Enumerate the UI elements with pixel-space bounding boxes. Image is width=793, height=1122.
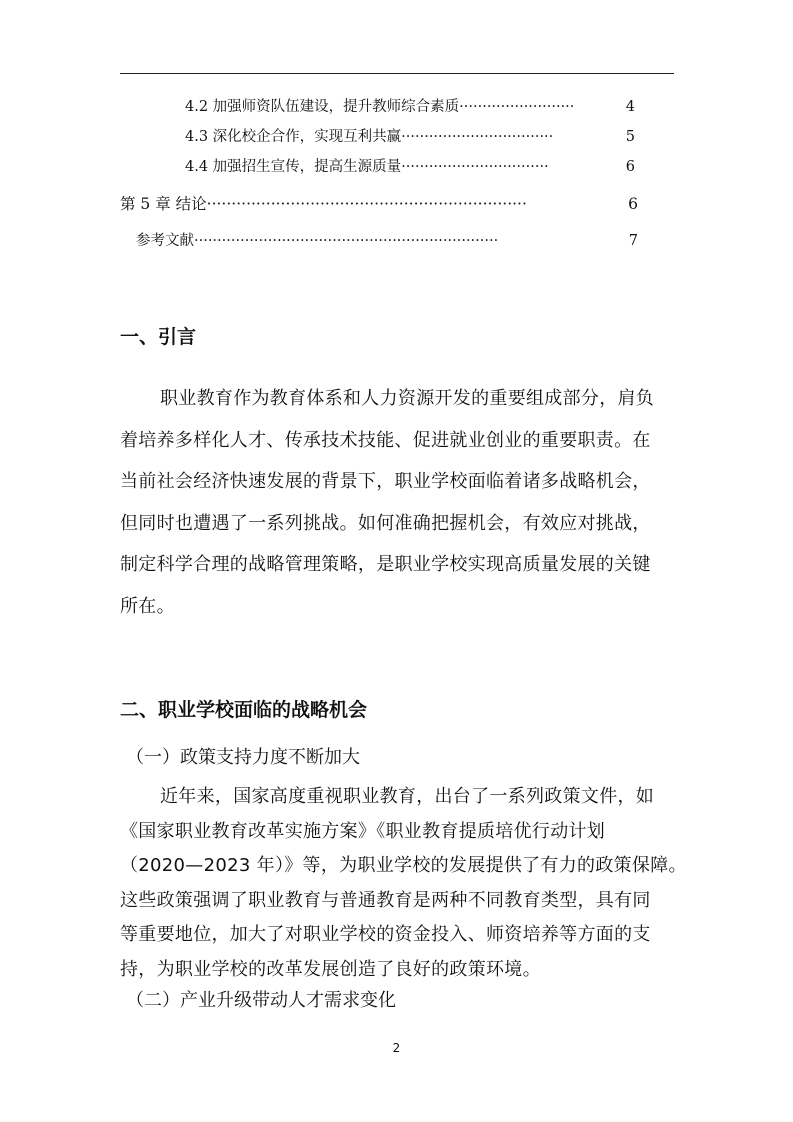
toc-entry-4-2[interactable]: [185, 95, 635, 116]
toc-leader-dots: ································: [401, 159, 549, 175]
paragraph-line: 近年来，国家高度重视职业教育，出台了一系列政策文件，如: [160, 786, 655, 807]
toc-entry-title: 参考文献: [136, 233, 194, 249]
paragraph-line: 等重要地位，加大了对职业学校的资金投入、师资培养等方面的支: [120, 924, 651, 945]
paragraph-line: 制定科学合理的战略管理策略，是职业学校实现高质量发展的关键: [120, 554, 651, 575]
toc-entry-page: 5: [625, 129, 635, 145]
header-rule: [120, 73, 674, 74]
paragraph-line: 持，为职业学校的改革发展创造了良好的政策环境。: [120, 958, 541, 980]
toc-entry-page: 4: [625, 99, 635, 115]
subsection-heading-policy: （一）政策支持力度不断加大: [126, 747, 360, 768]
toc-entry-title: 4.4 加强招生宣传，提高生源质量: [185, 159, 402, 175]
toc-entry-page: 6: [625, 159, 635, 175]
toc-entry-references[interactable]: [136, 229, 638, 250]
toc-entry-title: 4.3 深化校企合作，实现互利共赢: [185, 129, 402, 145]
toc-entry-4-4[interactable]: [185, 155, 635, 176]
toc-entry-chapter-5[interactable]: [120, 192, 638, 214]
paragraph-line: 《国家职业教育改革实施方案》《职业教育提质培优行动计划: [120, 820, 606, 842]
subsection-heading-industry: （二）产业升级带动人才需求变化: [126, 990, 396, 1011]
paragraph-line: 但同时也遭遇了一系列挑战。如何准确把握机会，有效应对挑战，: [120, 512, 651, 534]
toc-entry-4-3[interactable]: [185, 125, 635, 146]
paragraph-line: 着培养多样化人才、传承技术技能、促进就业创业的重要职责。在: [120, 429, 651, 451]
paragraph-line: 所在。: [120, 595, 175, 617]
toc-entry-title: 4.2 加强师资队伍建设，提升教师综合素质: [185, 99, 460, 115]
toc-leader-dots: ·························: [459, 99, 575, 115]
paragraph-line: 当前社会经济快速发展的背景下，职业学校面临着诸多战略机会，: [120, 471, 651, 492]
toc-leader-dots: ·································: [401, 129, 554, 145]
paragraph-line: 这些政策强调了职业教育与普通教育是两种不同教育类型，具有同: [120, 889, 651, 911]
introduction-paragraph: [120, 378, 680, 627]
page-number: 2: [392, 1041, 401, 1055]
section-heading-opportunities: 二、职业学校面临的战略机会: [120, 699, 368, 721]
toc-leader-dots: ·································································: [206, 195, 527, 213]
paragraph-line: （2020—2023 年）》等，为职业学校的发展提供了有力的政策保障。: [120, 855, 687, 876]
policy-paragraph: [120, 780, 687, 987]
toc-entry-page: 6: [628, 195, 638, 213]
section-heading-introduction: 一、引言: [120, 326, 197, 348]
paragraph-line: 职业教育作为教育体系和人力资源开发的重要组成部分，肩负: [160, 388, 655, 409]
toc-leader-dots: ··································································: [194, 233, 499, 249]
toc-entry-title: 第 5 章 结论: [120, 195, 207, 213]
toc-entry-page: 7: [628, 233, 638, 249]
